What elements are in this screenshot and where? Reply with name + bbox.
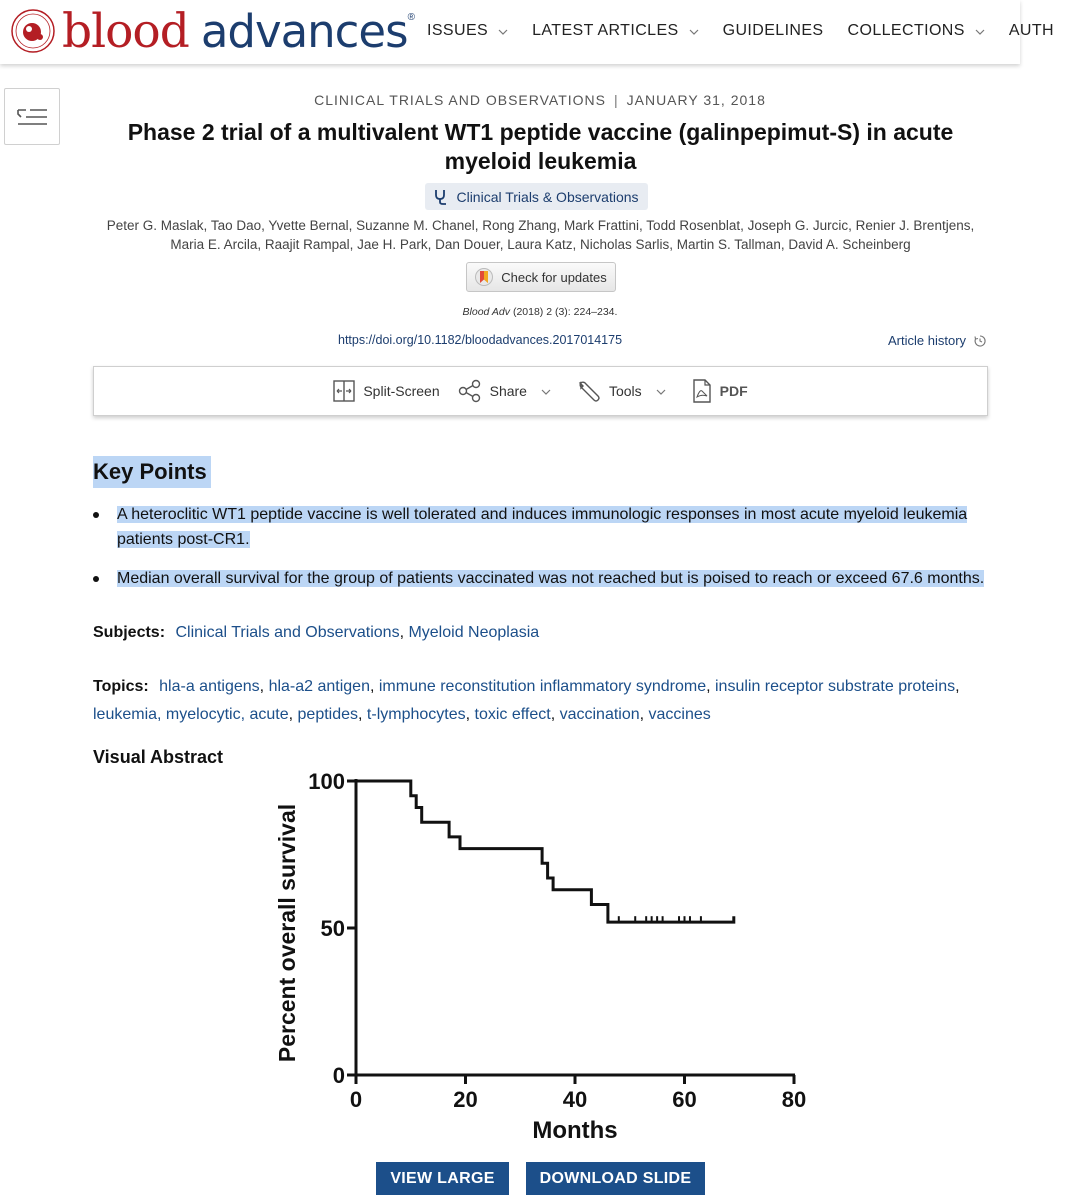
article-meta-line [0, 92, 1080, 108]
chevron-down-icon [541, 387, 551, 397]
y-axis-label: Percent overall survival [274, 803, 300, 1063]
subject-link[interactable]: Myeloid Neoplasia [408, 624, 540, 641]
view-large-button[interactable]: VIEW LARGE [376, 1162, 509, 1195]
nav-item-collections[interactable] [848, 22, 985, 40]
topic-link[interactable]: vaccination [559, 706, 640, 723]
topic-link[interactable]: t-lymphocytes [366, 706, 466, 723]
x-tick-label: 20 [453, 1087, 478, 1112]
x-tick-label: 60 [672, 1087, 697, 1112]
key-point-text: Median overall survival for the group of patients vaccinated was not reached but is poised to reach or exceed 67.6 months. [117, 570, 985, 587]
split-screen-button[interactable] [333, 380, 439, 402]
topic-link[interactable]: hla-a antigens [159, 678, 260, 695]
logo-registered-mark: ® [407, 12, 415, 23]
chevron-down-icon [975, 27, 985, 37]
topics-label: Topics: [93, 678, 149, 695]
key-point-text: A heteroclitic WT1 peptide vaccine is well tolerated and induces immunologic responses in most acute myeloid leukemia patients post-CR1. [117, 506, 968, 548]
citation-journal: Blood Adv [462, 306, 511, 318]
article-title: Phase 2 trial of a multivalent WT1 peptide vaccine (galinpepimut-S) in acute myeloid leukemia [127, 119, 954, 174]
nav-item-issues[interactable] [427, 22, 508, 40]
category-badge-label: Clinical Trials & Observations [456, 188, 639, 205]
topic-link[interactable]: leukemia, myelocytic, acute [93, 706, 289, 723]
topic-link[interactable]: immune reconstitution inflammatory syndrome [378, 678, 707, 695]
y-tick-label: 100 [308, 769, 345, 794]
authors-line-1[interactable]: Peter G. Maslak, Tao Dao, Yvette Bernal, Suzanne M. Chanel, Rong Zhang, Mark Frattini, Todd Rosenblat, Joseph G. Jurcic, Renier J. Brentjens, [106, 218, 975, 233]
share-icon [458, 379, 482, 403]
chevron-down-icon [656, 387, 666, 397]
bullet-dot [93, 512, 99, 518]
meta-separator: | [613, 92, 619, 108]
pdf-label: PDF [719, 383, 748, 399]
category-badge[interactable] [425, 183, 648, 210]
topic-link[interactable]: toxic effect [474, 706, 551, 723]
y-tick-label: 0 [332, 1063, 345, 1088]
key-points-heading: Key Points [93, 456, 211, 488]
survival-chart[interactable] [265, 760, 825, 1150]
x-axis-label: Months [532, 1117, 618, 1144]
citation-details: (2018) 2 (3): 224–234. [510, 306, 618, 318]
pdf-button[interactable] [692, 379, 748, 403]
pdf-file-icon [692, 379, 712, 403]
x-tick-label: 0 [349, 1087, 363, 1112]
citation [0, 306, 1080, 318]
article-history-link[interactable] [888, 333, 986, 348]
site-header [0, 0, 1054, 64]
main-nav [427, 22, 1078, 40]
nav-item-label: AUTH [1008, 22, 1054, 39]
chevron-down-icon [498, 27, 508, 37]
key-points-list [93, 502, 993, 605]
survival-curve [356, 781, 734, 922]
authors-line-2[interactable]: Maria E. Arcila, Raajit Rampal, Jae H. Park, Dan Douer, Laura Katz, Nicholas Sarlis, Martin S. Tallman, David A. Scheinberg [170, 237, 911, 252]
check-for-updates-button[interactable] [466, 262, 616, 292]
nav-item-label: LATEST ARTICLES [532, 22, 679, 39]
wrench-icon [577, 379, 601, 403]
article-toolbar [93, 366, 988, 416]
topic-link[interactable]: hla-a2 antigen [268, 678, 370, 695]
history-clock-icon [974, 335, 986, 347]
split-screen-icon [333, 380, 355, 402]
logo-word-blood: blood [62, 3, 189, 59]
topics-row: Topics: hla-a antigens, hla-a2 antigen, immune reconstitution inflammatory syndrome, insulin receptor substrate proteins, leukemia, myelocytic, acute, peptides, t-lymphocytes, toxic effect, vaccination, vaccines [93, 678, 960, 723]
article-section[interactable]: CLINICAL TRIALS AND OBSERVATIONS [314, 92, 606, 108]
subject-link[interactable]: Clinical Trials and Observations [175, 624, 400, 641]
subjects-row: Subjects: Clinical Trials and Observations, Myeloid Neoplasia [93, 624, 540, 641]
download-slide-button[interactable]: DOWNLOAD SLIDE [526, 1162, 705, 1195]
x-tick-label: 40 [562, 1087, 588, 1112]
bullet-dot [93, 576, 99, 582]
chevron-down-icon [689, 27, 699, 37]
topic-link[interactable]: peptides [297, 706, 359, 723]
author-list [88, 216, 993, 254]
key-point-item [93, 566, 993, 591]
topic-link[interactable]: insulin receptor substrate proteins [715, 678, 956, 695]
stethoscope-icon [434, 189, 448, 205]
nav-item-label: COLLECTIONS [847, 22, 965, 39]
doi-link[interactable]: https://doi.org/10.1182/bloodadvances.2017014175 [338, 333, 623, 347]
tools-label: Tools [608, 383, 642, 399]
ash-seal-icon [10, 8, 56, 54]
tools-button[interactable] [577, 379, 674, 403]
key-point-item [93, 502, 993, 552]
visual-abstract-heading: Visual Abstract [93, 747, 224, 767]
nav-item-label: GUIDELINES [722, 22, 824, 39]
logo-word-advances: advances [200, 4, 408, 58]
nav-item-latest-articles[interactable] [532, 22, 699, 40]
nav-item-label: ISSUES [427, 22, 489, 39]
nav-item-guidelines[interactable] [723, 22, 824, 40]
blood-advances-logo[interactable] [10, 3, 415, 59]
share-button[interactable] [458, 379, 559, 403]
topic-link[interactable]: vaccines [648, 706, 711, 723]
nav-item-authors[interactable] [1009, 22, 1054, 40]
subjects-label: Subjects: [93, 624, 166, 641]
y-tick-label: 50 [320, 916, 345, 941]
split-screen-label: Split-Screen [363, 383, 440, 399]
share-label: Share [489, 383, 527, 399]
crossmark-icon [475, 268, 493, 286]
article-date: JANUARY 31, 2018 [626, 92, 766, 108]
article-history-label: Article history [888, 333, 967, 348]
x-tick-label: 80 [781, 1087, 807, 1112]
check-for-updates-label: Check for updates [501, 269, 607, 285]
